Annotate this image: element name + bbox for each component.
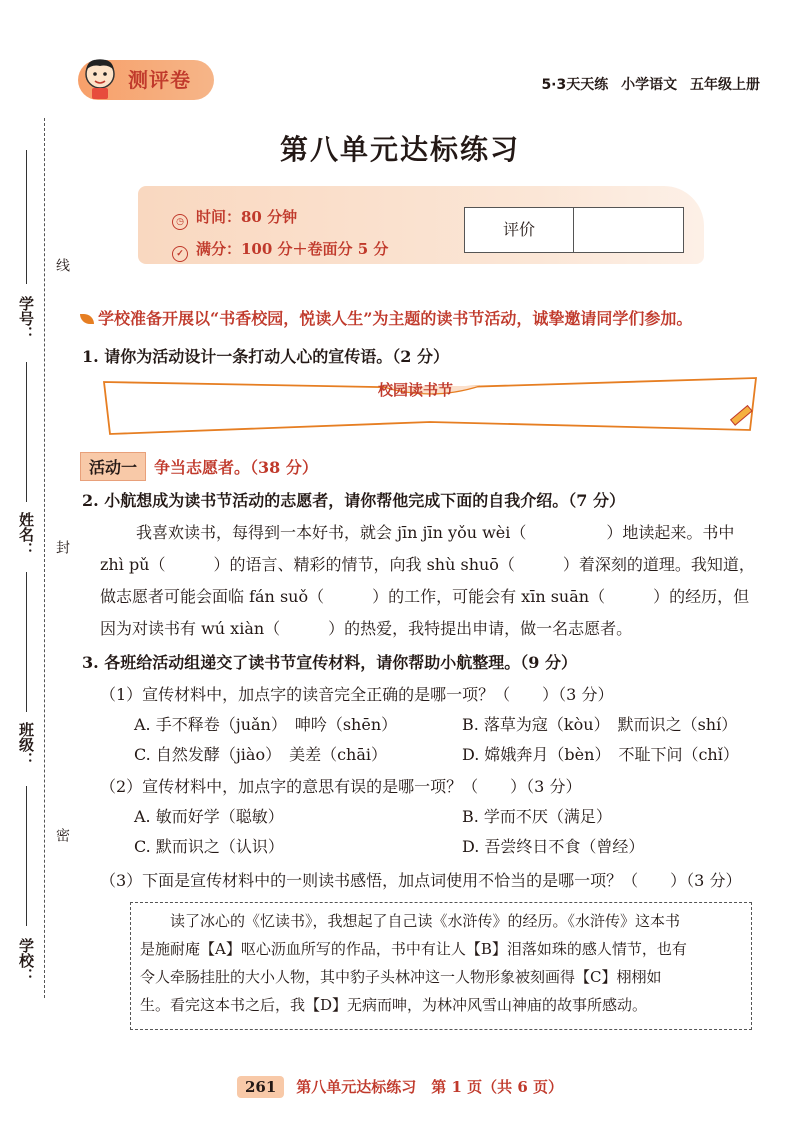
intro-text: 学校准备开展以“书香校园，悦读人生”为主题的读书节活动，诚挚邀请同学们参加。 (80, 306, 692, 329)
q3-2-option-b[interactable]: B. 学而不厌（满足） (462, 807, 612, 826)
grade-box[interactable] (464, 207, 684, 253)
q3-1-option-a[interactable]: A. 手不释卷（juǎn） 呻吟（shēn） (134, 715, 398, 734)
question-2: 2. 小航想成为读书节活动的志愿者，请你帮他完成下面的自我介绍。（7 分） (82, 491, 625, 510)
q2-line-1: 我喜欢读书，每得到一本好书，就会 jīn jīn yǒu wèi（ ）地读起来。书中 (136, 523, 735, 542)
badge-label: 测评卷 (128, 68, 191, 92)
q3-2-option-d[interactable]: D. 吾尝终日不食（曾经） (462, 837, 645, 856)
page-footer (0, 1076, 800, 1098)
question-3: 3. 各班给活动组递交了读书节宣传材料，请你帮助小航整理。（9 分） (82, 653, 577, 672)
student-id-label: 学号： (17, 296, 35, 341)
q3-1-option-c[interactable]: C. 自然发酵（jiào） 美差（chāi） (134, 745, 388, 764)
passage-line-1: 读了冰心的《忆读书》，我想起了自己读《水浒传》的经历。《水浒传》这本书 (170, 912, 681, 930)
passage-line-3: 令人牵肠挂肚的大小人物，其中豹子头林冲这一人物形象被刻画得【C】栩栩如 (140, 968, 662, 986)
time-info: ◷ 时间：80 分钟 (172, 206, 297, 230)
school-label: 学校： (17, 938, 35, 983)
q3-3-stem: （3）下面是宣传材料中的一则读书感悟，加点词使用不恰当的是哪一项？（ ）（3 分） (100, 871, 742, 890)
passage-line-2: 是施耐庵【A】呕心沥血所写的作品，书中有让人【B】泪落如珠的感人情节，也有 (140, 940, 687, 958)
q2-line-2: zhì pǔ（ ）的语言、精彩的情节，向我 shù shuō（ ）着深刻的道理。我知道， (100, 555, 755, 574)
binding-mark-line: 线 (54, 258, 70, 272)
q3-2-option-a[interactable]: A. 敏而好学（聪敏） (134, 807, 284, 826)
q3-2-option-c[interactable]: C. 默而识之（认识） (134, 837, 284, 856)
school-underline (26, 786, 27, 926)
binding-dashed-line (44, 118, 45, 998)
q2-line-3: 做志愿者可能会面临 fán suǒ（ ）的工作，可能会有 xīn suān（ ）的经历，但 (100, 587, 750, 606)
name-label: 姓名： (17, 512, 35, 557)
q3-2-stem: （2）宣传材料中，加点字的意思有误的是哪一项？（ ）（3 分） (100, 777, 582, 796)
class-underline (26, 572, 27, 712)
series-title: 5·3天天练 小学语文 五年级上册 (541, 77, 760, 93)
clock-icon: ◷ (172, 214, 188, 230)
class-label: 班级： (17, 722, 35, 767)
page-number: 261 (237, 1076, 284, 1098)
activity-1-heading: 活动一 争当志愿者。（38 分） (80, 452, 318, 481)
banner-title: 校园读书节 (378, 381, 454, 399)
activity-tag: 活动一 (80, 452, 146, 481)
name-underline (26, 362, 27, 502)
q2-line-4: 因为对读书有 wú xiàn（ ）的热爱，我特提出申请，做一名志愿者。 (100, 619, 633, 638)
question-1: 1. 请你为活动设计一条打动人心的宣传语。（2 分） (82, 347, 449, 366)
grade-label: 评价 (465, 208, 574, 252)
q3-1-option-b[interactable]: B. 落草为寇（kòu） 默而识之（shí） (462, 715, 738, 734)
score-info: ✓ 满分：100 分＋卷面分 5 分 (172, 238, 388, 262)
q3-1-option-d[interactable]: D. 嫦娥奔月（bèn） 不耻下问（chǐ） (462, 745, 739, 764)
binding-mark-seal: 封 (54, 540, 70, 554)
check-icon: ✓ (172, 246, 188, 262)
footer-text: 第八单元达标练习 第 1 页（共 6 页） (296, 1078, 564, 1096)
page-title: 第八单元达标练习 (279, 133, 520, 166)
binding-mark-bind: 密 (54, 828, 70, 842)
passage-line-4: 生。看完这本书之后，我【D】无病而呻，为林冲风雪山神庙的故事所感动。 (140, 996, 648, 1014)
student-id-underline (26, 150, 27, 284)
leaf-icon (80, 314, 94, 324)
student-cartoon-icon (80, 56, 120, 100)
q3-1-stem: （1）宣传材料中，加点字的读音完全正确的是哪一项？（ ）（3 分） (100, 685, 614, 704)
